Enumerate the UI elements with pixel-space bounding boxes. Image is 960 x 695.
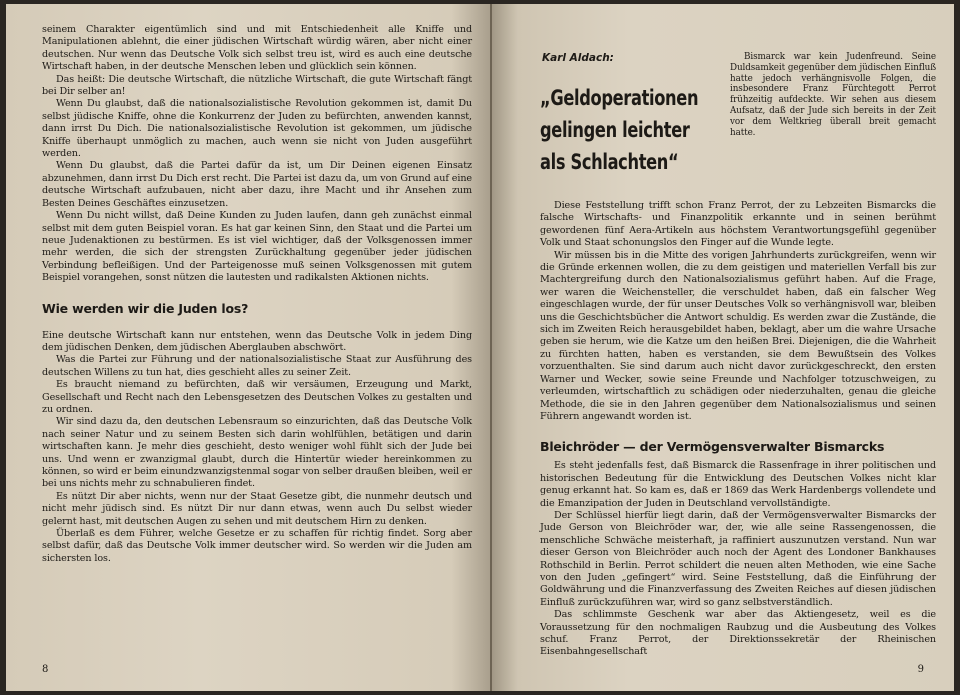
paragraph: Es braucht niemand zu befürchten, daß wir versäumen, Erzeugung und Markt, Gesellschaft und Recht nach den Lebensgesetzen des Deutschen Volkes zu gestalten und zu ordnen. [42, 379, 472, 415]
paragraph: seinem Charakter eigentümlich sind und mit Entschiedenheit alle Kniffe und Manipulationen ablehnt, die einer jüdischen Wirtschaft würdig wären, aber nicht einer deutschen. Nur wenn das Deutsche Volk sich selbst treu ist, wird es auch eine deutsche Wirtschaft haben, in der deutsche Menschen leben und glücklich sein können. [42, 24, 472, 73]
paragraph: Das heißt: Die deutsche Wirtschaft, die nützliche Wirtschaft, die gute Wirtschaft fängt bei Dir selber an! [42, 73, 472, 98]
book-spread [6, 4, 954, 691]
intro-text: Bismarck war kein Judenfreund. Seine Duldsamkeit gegenüber dem jüdischen Einfluß hatte jedoch verhängnisvolle Folgen, die insbesondere Franz Fürchtegott Perrot frühzeitig aufdeckte. Wir sehen aus diesem Aufsatz, daß der Jude sich bereits in der Zeit vor dem Weltkrieg überall breit gemacht hatte. [730, 52, 936, 138]
intro-sidebar [730, 52, 936, 138]
paragraph: Wir sind dazu da, den deutschen Lebensraum so einzurichten, daß das Deutsche Volk nach seiner Natur und zu seinem Besten sich darin wohlfühlen, betätigen und darin wirtschaften kann. Je mehr dies geschieht, desto weniger wohl fühlt sich der Jude bei uns. Und wenn er zwanzigmal glaubt, durch die Hintertür wieder hereinkommen zu können, so wird er beim einundzwanzigstenmal sogar von selber draußen bleiben, weil er bei uns nichts mehr zu schnabulieren findet. [42, 416, 472, 490]
title-line: gelingen leichter [540, 118, 690, 142]
paragraph: Es steht jedenfalls fest, daß Bismarck die Rassenfrage in ihrer politischen und historischen Bedeutung für die Entwicklung des Deutschen Volkes nicht klar genug erkannt hat. So kam es, daß er 1869 das Werk Hardenbergs vollendete und die Emanzipation der Juden in Deutschland vervollständigte. [540, 460, 936, 509]
author: Karl Aldach: [542, 52, 614, 64]
paragraph: Was die Partei zur Führung und der nationalsozialistische Staat zur Ausführung des deutschen Willens zu tun hat, dies geschieht alles zu seiner Zeit. [42, 354, 472, 378]
paragraph: Das schlimmste Geschenk war aber das Aktiengesetz, weil es die Voraussetzung für den nochmaligen Raubzug und die Ausbeutung des Volkes schuf. Franz Perrot, der Direktionssekretär der Rheinischen Eisenbahngesellschaft [540, 609, 936, 658]
paragraph: Wir müssen bis in die Mitte des vorigen Jahrhunderts zurückgreifen, wenn wir die Gründe erkennen wollen, die zu dem geistigen und materiellen Verfall bis zur Machtergreifung durch den Nationalsozialismus geführt haben. Auf die Frage, wer waren die Weichensteller, die verschuldet haben, daß ein falscher Weg eingeschlagen wurde, der für unser Deutsches Volk so verhängnisvoll war, bleiben uns die Geschichtsbücher die Antwort schuldig. Es werden zwar die Zustände, die sich im Zweiten Reich herausgebildet haben, beklagt, aber um die wahre Ursache geben sie herum, wie die Katze um den heißen Brei. Diejenigen, die die Wahrheit zu fürchten hatten, haben es verstanden, sie dem Bewußtsein des Volkes vorzuenthalten. Sie sind darum auch nicht davor zurückgeschreckt, den ersten Warner und Wecker, sowie seine Freunde und Nachfolger totzuschweigen, zu verleumden, wirtschaftlich zu schädigen oder niederzuhalten, genau die gleiche Methode, die sie in den Jahren gegenüber dem Nationalsozialismus und seinen Führern angewandt worden ist. [540, 249, 936, 422]
right-page [490, 4, 954, 691]
left-bottom-text [42, 330, 472, 566]
paragraph: Eine deutsche Wirtschaft kann nur entstehen, wenn das Deutsche Volk in jedem Ding dem jüdischen Denken, dem jüdischen Aberglauben abschwört. [42, 329, 472, 353]
title-line: als Schlachten“ [540, 150, 679, 174]
right-top-text [540, 200, 936, 423]
paragraph: Wenn Du glaubst, daß die Partei dafür da ist, um Dir Deinen eigenen Einsatz abzunehmen, dann irrst Du Dich erst recht. Die Partei ist dazu da, um von Grund auf eine deutsche Wirtschaft aufzubauen, nicht aber dazu, ihre Macht und ihr Ansehen zum Besten Deines Geschäftes einzusetzen. [42, 160, 472, 209]
page-number: 9 [917, 664, 924, 675]
paragraph: Es nützt Dir aber nichts, wenn nur der Staat Gesetze gibt, die nunmehr deutsch und nicht mehr jüdisch sind. Es nützt Dir nur dann etwas, wenn auch Du selbst wieder gelernt hast, mit deutschen Augen zu sehen und mit deutschem Hirn zu denken. [42, 490, 472, 527]
article-header [540, 52, 936, 178]
title-line: „Geldoperationen [540, 86, 699, 110]
right-bottom-text [540, 460, 936, 659]
paragraph: Wenn Du glaubst, daß die nationalsozialistische Revolution gekommen ist, damit Du selbst jüdische Kniffe, ohne die Konkurrenz der Juden zu befürchten, anwenden kannst, dann irrst Du Dich. Die nationalsozialistische Revolution ist gekommen, um jüdische Kniffe überhaupt unmöglich zu machen, auch wenn sie nicht von Juden ausgeführt werden. [42, 98, 472, 160]
book-gutter [490, 4, 492, 691]
paragraph: Der Schlüssel hierfür liegt darin, daß der Vermögensverwalter Bismarcks der Jude Gerson von Bleichröder war, der, wie alle seine Rassengenossen, die menschliche Schwäche meisterhaft, ja raffiniert auszunutzen verstand. Nun war dieser Gerson von Bleichröder auch noch der Agent des Londoner Bankhauses Rothschild in Berlin. Perrot schildert die neuen alten Methoden, wie eine Sache von den Juden „gefingert“ wird. Seine Feststellung, daß die Einführung der Goldwährung und die Finanzverfassung des Zweiten Reiches auf diesen jüdischen Einfluß zurückzuführen war, wird so ganz selbstverständlich. [540, 509, 936, 608]
left-page [6, 4, 490, 691]
page-number: 8 [42, 664, 49, 675]
left-top-text [42, 24, 472, 285]
section-heading: Wie werden wir die Juden los? [42, 300, 249, 316]
paragraph: Wenn Du nicht willst, daß Deine Kunden zu Juden laufen, dann geh zunächst einmal selbst mit dem guten Beispiel voran. Es hat gar keinen Sinn, den Staat und die Partei um neue Judenaktionen zu bestürmen. Es ist viel wichtiger, daß der Volksgenossen immer mehr werden, die sich der strengsten Zurückhaltung gegenüber jeder jüdischen Verbindung befleißigen. Und der Parteigenosse muß seinen Volksgenossen mit gutem Beispiel vorangehen, sonst nützen die lautesten und radikalsten Aktionen nichts. [42, 210, 472, 284]
paragraph: Überlaß es dem Führer, welche Gesetze er zu schaffen für richtig findet. Sorg aber selbst dafür, daß das Deutsche Volk immer deutscher wird. So werden wir die Juden am sichersten los. [42, 528, 472, 564]
title-block [540, 52, 730, 178]
paragraph: Diese Feststellung trifft schon Franz Perrot, der zu Lebzeiten Bismarcks die falsche Wirtschafts- und Finanzpolitik erkannte und in seinen berühmt gewordenen fünf Aera-Artikeln aus höchstem Verantwortungsgefühl gegenüber Volk und Staat schonungslos den Finger auf die Wunde legte. [540, 200, 936, 249]
section-heading: Bleichröder — der Vermögensverwalter Bismarcks [540, 439, 885, 455]
article-title [540, 82, 703, 178]
